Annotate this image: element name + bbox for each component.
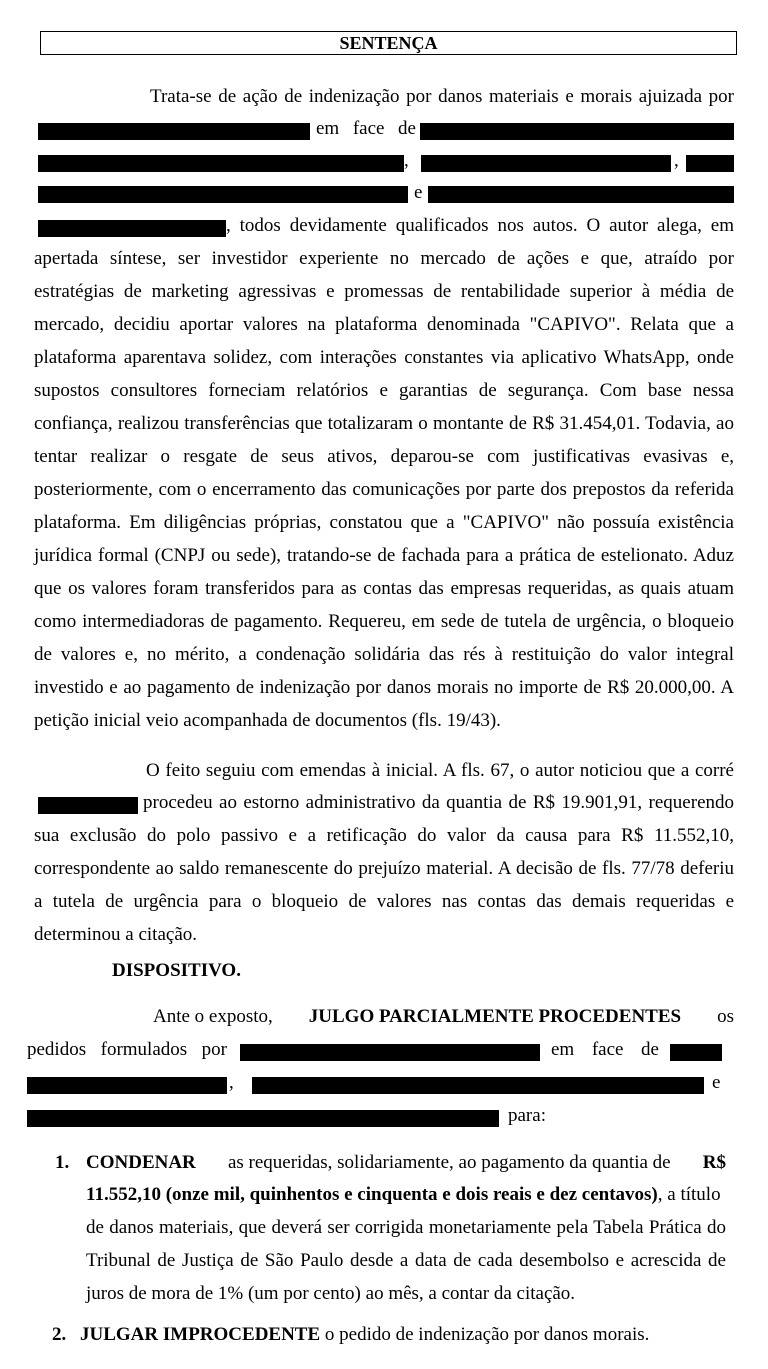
redaction-block <box>421 155 671 172</box>
text-fragment: , <box>674 150 679 171</box>
list-number: 2. <box>52 1324 67 1345</box>
text-line: juros de mora de 1% (um por cento) ao mês, a contar da citação. <box>86 1283 576 1304</box>
list-item-line <box>86 1150 726 1176</box>
text-line: investido e ao pagamento de indenização por danos morais no importe de R$ 20.000,00. A <box>34 677 734 698</box>
text-fragment: Ante o exposto, <box>153 1006 273 1027</box>
text-fragment: os <box>717 1006 734 1027</box>
text-fragment: em face de <box>316 118 416 139</box>
redaction-block <box>252 1077 704 1094</box>
dispositivo-line-1 <box>153 1004 734 1030</box>
redaction-block <box>670 1044 722 1061</box>
text-fragment: , a título <box>657 1184 721 1205</box>
text-line: mercado, decidiu aportar valores na plataforma denominada "CAPIVO". Relata que a <box>34 314 734 335</box>
verdict-text: JULGO PARCIALMENTE PROCEDENTES <box>308 1006 682 1027</box>
list-item-line <box>80 1322 649 1348</box>
text-line: O feito seguiu com emendas à inicial. A fls. 67, o autor noticiou que a corré <box>146 760 734 781</box>
text-line: como intermediadoras de pagamento. Requereu, em sede de tutela de urgência, o bloqueio <box>34 611 734 632</box>
text-line: Tribunal de Justiça de São Paulo desde a data de cada desembolso e acrescida de <box>86 1250 726 1271</box>
amount-text: R$ <box>702 1152 726 1173</box>
redaction-block <box>38 155 404 172</box>
text-line: correspondente ao saldo remanescente do prejuízo material. A decisão de fls. 77/78 deferiu <box>34 858 734 879</box>
text-line: jurídica formal (CNPJ ou sede), tratando-se de fachada para a prática de estelionato. Aduz <box>34 545 734 566</box>
redaction-block <box>38 797 138 814</box>
text-line: Trata-se de ação de indenização por danos materiais e morais ajuizada por <box>150 86 734 107</box>
verdict-text: CONDENAR <box>86 1152 196 1173</box>
text-line: de valores e, no mérito, a condenação solidária das rés à restituição do valor integral <box>34 644 734 665</box>
text-fragment: procedeu ao estorno administrativo da quantia de R$ 19.901,91, requerendo <box>143 792 734 813</box>
text-fragment: para: <box>508 1105 546 1126</box>
amount-text: 11.552,10 (onze mil, quinhentos e cinquenta e dois reais e dez centavos) <box>86 1184 658 1205</box>
redaction-block <box>428 186 734 203</box>
text-line: a tutela de urgência para o bloqueio de valores nas contas das demais requeridas e <box>34 891 734 912</box>
verdict-text: JULGAR IMPROCEDENTE <box>80 1324 321 1345</box>
redaction-block <box>38 220 226 237</box>
text-fragment: e <box>414 182 423 203</box>
text-fragment: o pedido de indenização por danos morais. <box>324 1324 650 1345</box>
page-title: SENTENÇA <box>40 31 737 55</box>
text-fragment: em face de <box>551 1039 659 1060</box>
text-line: supostos consultores forneciam relatórios e garantias de segurança. Com base nessa <box>34 380 734 401</box>
text-fragment: , todos devidamente qualificados nos autos. O autor alega, em <box>226 215 734 236</box>
text-line: tentar realizar o resgate de seus ativos, deparou-se com justificativas evasivas e, <box>34 446 734 467</box>
text-line: plataforma. Em diligências próprias, constatou que a "CAPIVO" não possuía existência <box>34 512 734 533</box>
text-line: confiança, realizou transferências que totalizaram o montante de R$ 31.454,01. Todavia, ao <box>34 413 734 434</box>
text-fragment: , <box>404 150 409 171</box>
text-fragment: , <box>229 1072 234 1093</box>
text-line: petição inicial veio acompanhada de documentos (fls. 19/43). <box>34 710 501 731</box>
redaction-block <box>240 1044 540 1061</box>
text-line: de danos materiais, que deverá ser corrigida monetariamente pela Tabela Prática do <box>86 1217 726 1238</box>
redaction-block <box>420 123 734 140</box>
section-heading: DISPOSITIVO. <box>112 960 241 981</box>
redaction-block <box>38 186 408 203</box>
text-line: que os valores foram transferidos para as contas das empresas requeridas, as quais atuam <box>34 578 734 599</box>
list-item-line <box>86 1182 721 1208</box>
text-line: sua exclusão do polo passivo e a retificação do valor da causa para R$ 11.552,10, <box>34 825 734 846</box>
text-fragment: as requeridas, solidariamente, ao pagamento da quantia de <box>227 1152 671 1173</box>
redaction-block <box>686 155 734 172</box>
text-fragment: pedidos formulados por <box>27 1039 227 1060</box>
text-line: apertada síntese, ser investidor experiente no mercado de ações e que, atraído por <box>34 248 734 269</box>
list-number: 1. <box>55 1152 70 1173</box>
redaction-block <box>27 1077 227 1094</box>
redaction-block <box>38 123 310 140</box>
text-line: posteriormente, com o encerramento das comunicações por parte dos prepostos da referida <box>34 479 734 500</box>
text-line: plataforma aparentava solidez, com interações constantes via aplicativo WhatsApp, onde <box>34 347 734 368</box>
text-line: determinou a citação. <box>34 924 198 945</box>
redaction-block <box>27 1110 499 1127</box>
text-fragment: e <box>712 1072 721 1093</box>
text-line: estratégias de marketing agressivas e promessas de rentabilidade superior à média de <box>34 281 734 302</box>
